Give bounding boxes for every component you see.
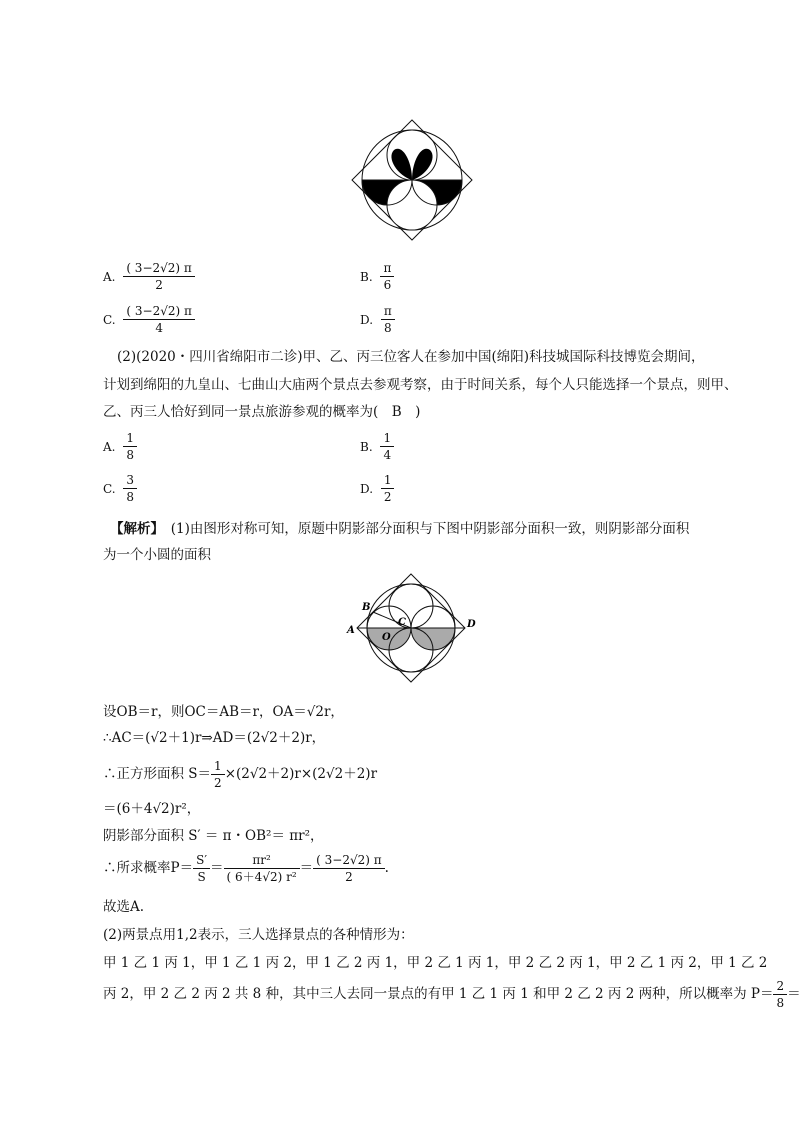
- option-1d: D. $\frac{\pi}{8}$: [360, 303, 395, 336]
- solution-eq-3: ∴正方形面积 S＝ $\frac{1}{2}$ ×(2√2＋2)r×(2√2＋2)r: [103, 759, 378, 790]
- solution-part-2-line-1: (2)两景点用1,2表示，三人选择景点的各种情形为：: [103, 927, 414, 943]
- solution-line-1: 【解析】 (1)由图形对称可知，原题中阴影部分面积与下图中阴影部分面积一致，则阴影部分面积: [110, 521, 690, 537]
- option-2d: D. $\frac{1}{2}$: [360, 472, 394, 505]
- solution-part-2-line-2: 甲 1 乙 1 丙 1，甲 1 乙 1 丙 2，甲 1 乙 2 丙 1，甲 2 乙 1 丙 1，甲 2 乙 2 丙 1，甲 2 乙 1 丙 2，甲 1 乙 2: [103, 955, 768, 971]
- figure-1-petal-right: [412, 149, 433, 180]
- solution-eq-1: 设OB＝r，则OC＝AB＝r，OA＝√2r，: [103, 704, 344, 720]
- figure-2-label-b: B: [362, 602, 371, 613]
- solution-tag: 【解析】: [110, 521, 158, 537]
- solution-part-2-line-3: 丙 2，甲 2 乙 2 丙 2 共 8 种，其中三人去同一景点的有甲 1 乙 1 丙 1 和甲 2 乙 2 丙 2 两种，所以概率为 P＝ $\frac{2}{8}$ ＝: [103, 979, 801, 1010]
- figure-2-label-a: A: [347, 625, 355, 636]
- solution-line-2: 为一个小圆的面积: [103, 547, 211, 563]
- option-1a: A. $\frac{( 3-2√2) \pi}{2}$: [103, 260, 195, 293]
- solution-choose: 故选A.: [103, 899, 145, 915]
- solution-eq-5: 阴影部分面积 S′ ＝ π・OB²＝ πr²，: [103, 828, 324, 844]
- figure-2-label-d: D: [467, 619, 476, 630]
- option-2a: A. $\frac{1}{8}$: [103, 430, 137, 463]
- option-2c: C. $\frac{3}{8}$: [103, 472, 137, 505]
- option-1b: B. $\frac{\pi}{6}$: [360, 260, 394, 293]
- question-2-line-3: 乙、丙三人恰好到同一景点旅游参观的概率为( B ): [103, 404, 421, 420]
- question-2-line-2: 计划到绵阳的九皇山、七曲山大庙两个景点去参观考察，由于时间关系，每个人只能选择一个景点，则甲、: [103, 377, 738, 393]
- figure-1-petal-left: [391, 149, 412, 180]
- solution-eq-6: ∴所求概率P＝ $\frac{S'}{S}$ ＝ $\frac{\text{πr²}}{\text{( 6＋4√2) r²}}$ ＝ $\frac{( 3-2√2) \pi}{2}$ .: [103, 853, 389, 884]
- figure-1: [350, 118, 474, 242]
- option-2b: B. $\frac{1}{4}$: [360, 430, 394, 463]
- question-2-line-1: (2)(2020・四川省绵阳市二诊)甲、乙、丙三位客人在参加中国(绵阳)科技城国际科技博览会期间，: [117, 349, 705, 365]
- figure-2-label-o: O: [382, 632, 391, 643]
- solution-eq-2: ∴AC＝(√2＋1)r⇒AD＝(2√2＋2)r，: [103, 730, 326, 746]
- figure-2: [345, 570, 480, 686]
- option-1c: C. $\frac{( 3-2√2) \pi}{4}$: [103, 303, 195, 336]
- figure-2-label-c: C: [398, 617, 406, 628]
- solution-eq-4: ＝(6＋4√2)r²，: [103, 801, 201, 817]
